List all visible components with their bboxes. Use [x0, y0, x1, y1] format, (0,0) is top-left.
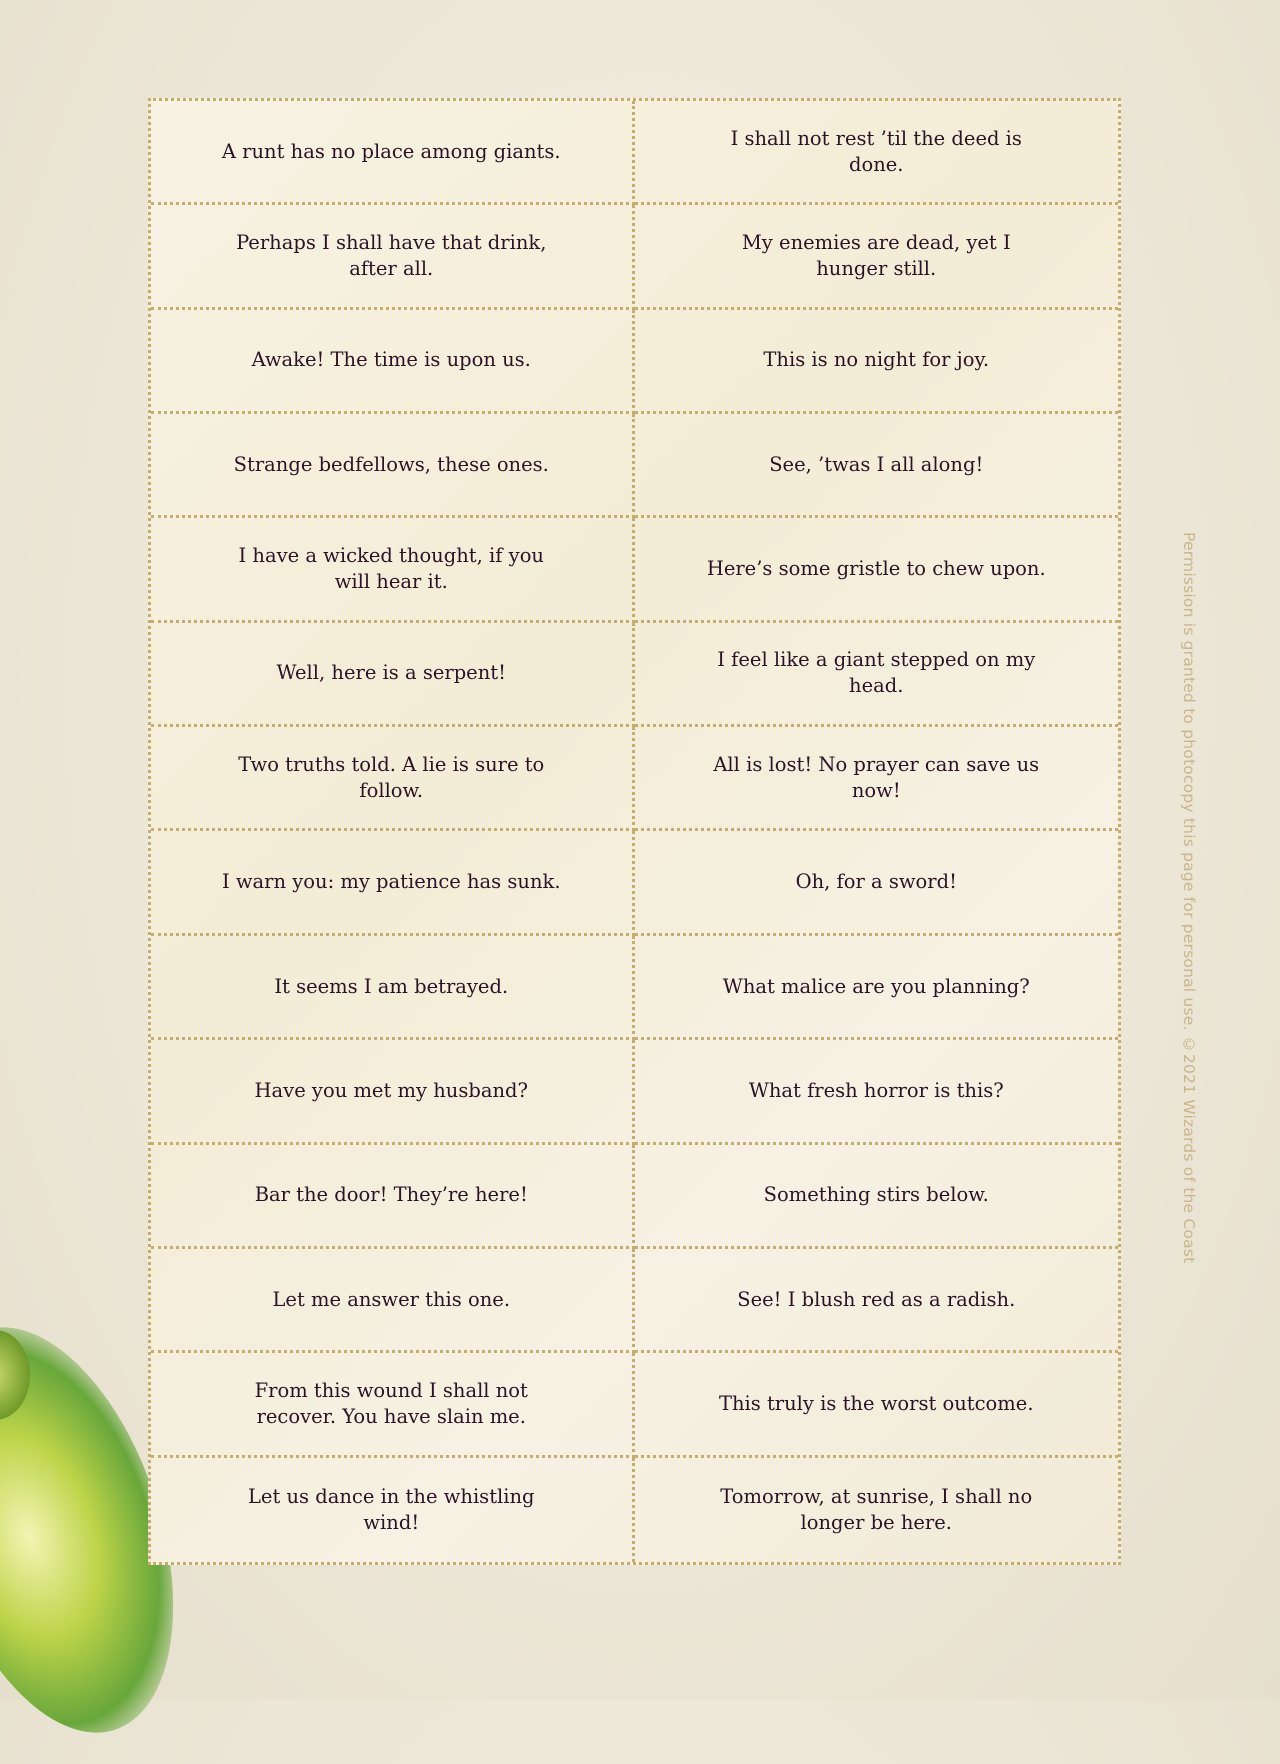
quote-card: I have a wicked thought, if you will hear it.	[151, 518, 635, 622]
quote-card: I warn you: my patience has sunk.	[151, 831, 635, 935]
quote-card: See, ’twas I all along!	[635, 414, 1119, 518]
quote-card: All is lost! No prayer can save us now!	[635, 727, 1119, 831]
quote-card: From this wound I shall not recover. You have slain me.	[151, 1353, 635, 1457]
quote-card: I shall not rest ’til the deed is done.	[635, 101, 1119, 205]
quote-card: Awake! The time is upon us.	[151, 310, 635, 414]
quote-card: Have you met my husband?	[151, 1040, 635, 1144]
quote-card: Two truths told. A lie is sure to follow.	[151, 727, 635, 831]
quote-card: Oh, for a sword!	[635, 831, 1119, 935]
quote-card: Bar the door! They’re here!	[151, 1145, 635, 1249]
quote-card: A runt has no place among giants.	[151, 101, 635, 205]
quote-card: My enemies are dead, yet I hunger still.	[635, 205, 1119, 309]
quote-card: Let me answer this one.	[151, 1249, 635, 1353]
quote-card: Tomorrow, at sunrise, I shall no longer be here.	[720, 1484, 1033, 1534]
quote-card: This truly is the worst outcome.	[635, 1353, 1119, 1457]
quote-card: Let us dance in the whistling wind!	[151, 1458, 635, 1562]
quote-card: What fresh horror is this?	[635, 1040, 1119, 1144]
quote-card: Well, here is a serpent!	[151, 623, 635, 727]
quote-card: Perhaps I shall have that drink, after all.	[151, 205, 635, 309]
quote-card: See! I blush red as a radish.	[635, 1249, 1119, 1353]
quote-card: Something stirs below.	[635, 1145, 1119, 1249]
quote-card: Strange bedfellows, these ones.	[151, 414, 635, 518]
quote-card: I feel like a giant stepped on my head.	[635, 623, 1119, 727]
cutout-card-grid	[148, 98, 1121, 1565]
quote-card: What malice are you planning?	[635, 936, 1119, 1040]
quote-card: Here’s some gristle to chew upon.	[635, 518, 1119, 622]
permission-notice: Permission is granted to photocopy this page for personal use. ©2021 Wizards of the Coast	[1180, 532, 1198, 1264]
quote-card: It seems I am betrayed.	[151, 936, 635, 1040]
quote-card: This is no night for joy.	[635, 310, 1119, 414]
